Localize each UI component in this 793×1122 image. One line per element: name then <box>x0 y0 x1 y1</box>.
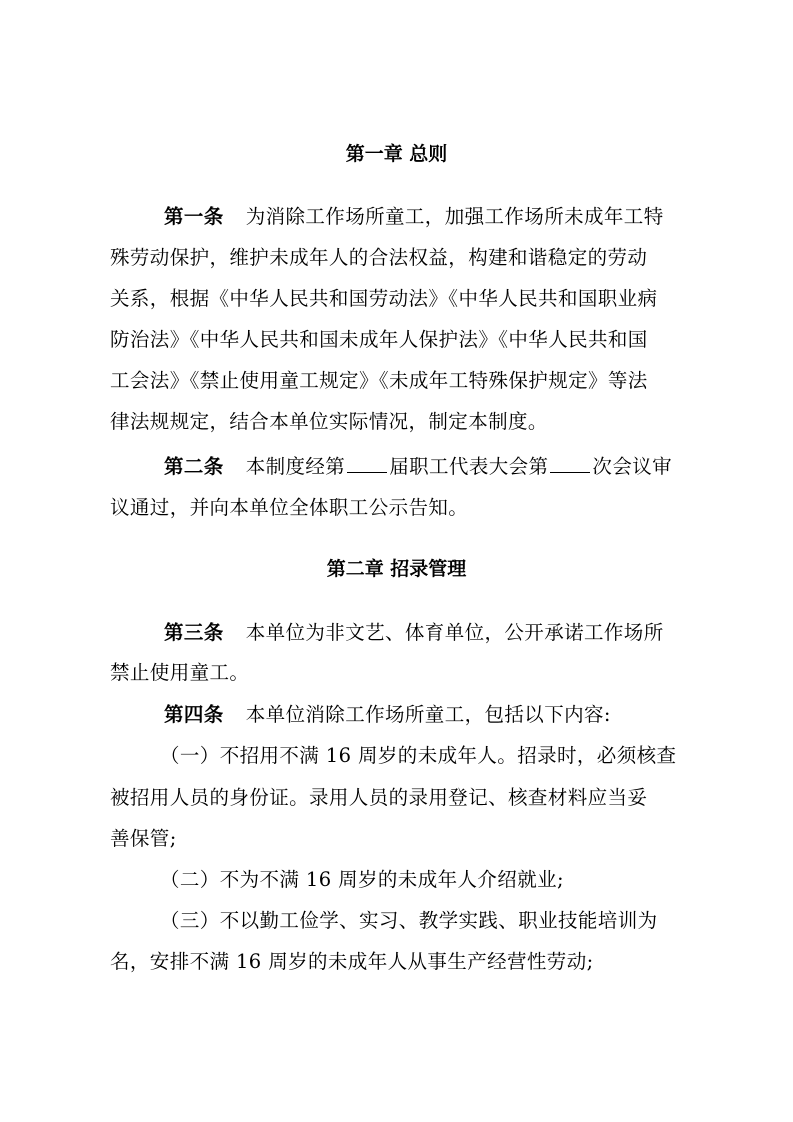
article-2-text-a: 本制度经第 <box>245 455 346 478</box>
article-3-line-1 <box>164 621 700 645</box>
item-3-line-1: （三）不以勤工俭学、实习、教学实践、职业技能培训为 <box>160 909 658 932</box>
article-1-label: 第一条 <box>164 205 224 228</box>
item-2-line-1: （二）不为不满 16 周岁的未成年人介绍就业; <box>160 868 564 891</box>
article-1-line-4: 防治法》《中华人民共和国未成年人保护法》《中华人民共和国 <box>110 328 648 351</box>
session-number-blank[interactable] <box>347 454 387 473</box>
chapter-1-heading: 第一章 总则 <box>345 143 448 165</box>
article-4-text-1: 本单位消除工作场所童工，包括以下内容: <box>245 703 611 726</box>
article-3-text-1: 本单位为非文艺、体育单位，公开承诺工作场所 <box>245 621 664 644</box>
item-1-line-2: 被招用人员的身份证。录用人员的录用登记、核查材料应当妥 <box>110 786 648 809</box>
article-4-line-1 <box>164 703 700 727</box>
item-3-line-2: 名，安排不满 16 周岁的未成年人从事生产经营性劳动; <box>110 950 594 973</box>
article-1-line-3: 关系，根据《中华人民共和国劳动法》《中华人民共和国职业病 <box>110 287 658 310</box>
item-1-line-1: （一）不招用不满 16 周岁的未成年人。招录时，必须核查 <box>160 744 677 767</box>
article-1-line-1 <box>164 205 700 229</box>
meeting-number-blank[interactable] <box>550 454 590 473</box>
article-2-text-c: 次会议审 <box>592 455 673 478</box>
article-2-line-1 <box>164 454 700 479</box>
article-1-line-6: 律法规规定，结合本单位实际情况，制定本制度。 <box>110 410 548 433</box>
article-1-line-2: 殊劳动保护，维护未成年人的合法权益，构建和谐稳定的劳动 <box>110 246 648 269</box>
article-2-line-2: 议通过，并向本单位全体职工公示告知。 <box>110 496 469 519</box>
article-2-text-b: 届职工代表大会第 <box>389 455 549 478</box>
article-1-line-5: 工会法》《禁止使用童工规定》《未成年工特殊保护规定》等法 <box>110 369 648 392</box>
article-3-line-2: 禁止使用童工。 <box>110 661 250 684</box>
article-3-label: 第三条 <box>164 621 224 644</box>
article-2-label: 第二条 <box>164 455 224 478</box>
item-1-line-3: 善保管; <box>110 827 177 850</box>
article-1-text-1: 为消除工作场所童工，加强工作场所未成年工特 <box>245 205 664 228</box>
chapter-2-heading: 第二章 招录管理 <box>326 558 467 580</box>
article-4-label: 第四条 <box>164 703 224 726</box>
